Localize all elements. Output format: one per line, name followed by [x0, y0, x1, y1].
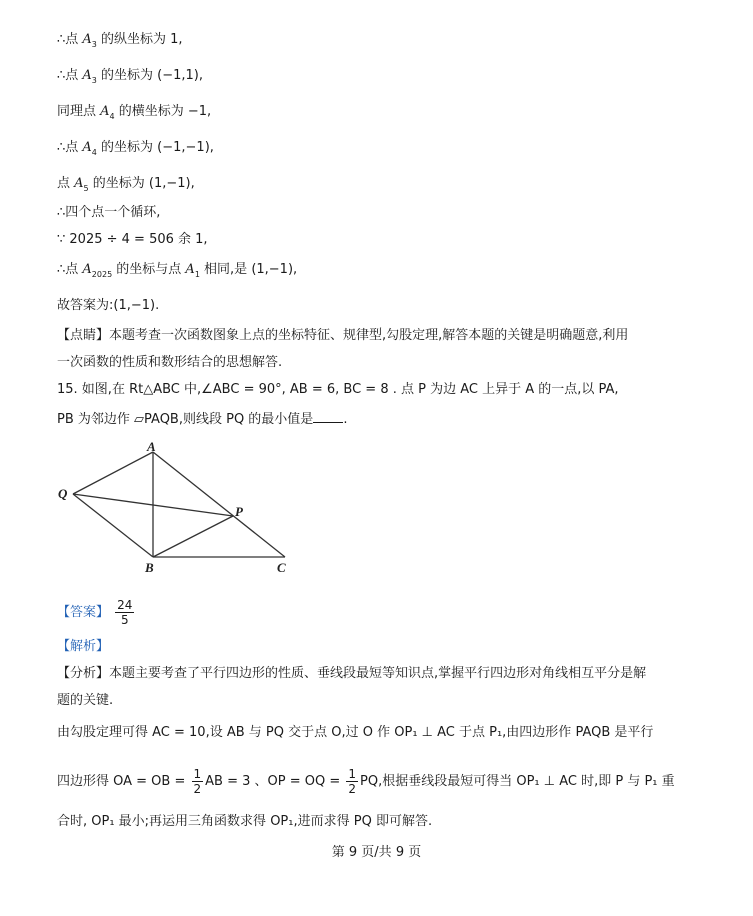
solution-line-1	[57, 30, 183, 51]
text: ∴点	[57, 68, 83, 83]
subscript: 3	[91, 40, 97, 49]
half-fraction	[346, 767, 358, 796]
subscript: 5	[83, 184, 89, 193]
solution-line-5	[57, 174, 195, 195]
text: ∴点	[57, 140, 83, 155]
solution-line-4	[57, 138, 214, 159]
page-footer: 第 9 页/共 9 页	[331, 845, 422, 860]
segment-bp	[153, 516, 233, 557]
fraction-denominator: 5	[120, 613, 129, 627]
fraction-numerator: 24	[117, 598, 133, 612]
coordinate: (−1,−1)	[157, 140, 210, 155]
point-label: A	[82, 68, 92, 83]
text: .	[343, 412, 348, 427]
text: 故答案为:	[57, 298, 114, 313]
segment-qa	[73, 452, 153, 494]
solution-line-7: ∵ 2025 ÷ 4 = 506 余 1,	[57, 232, 208, 247]
point-label: A	[100, 104, 110, 119]
text: 四边形得 OA = OB =	[57, 774, 190, 789]
label-p: P	[235, 504, 243, 519]
subscript: 3	[91, 76, 97, 85]
answer-label: 【答案】	[57, 605, 110, 620]
analysis-fx-line-1: 【分析】本题主要考查了平行四边形的性质、垂线段最短等知识点,掌握平行四边形对角线相互平分是解	[57, 666, 647, 681]
segment-ac	[153, 452, 285, 557]
analysis-step-2	[57, 767, 675, 796]
text: .	[155, 298, 160, 313]
coordinate: (1,−1)	[148, 176, 191, 191]
fraction-numerator: 1	[348, 767, 357, 781]
text: 的横坐标为 −1,	[114, 104, 212, 119]
solution-line-6: ∴四个点一个循环,	[57, 205, 161, 220]
half-fraction	[192, 767, 204, 796]
subscript: 1	[194, 270, 200, 279]
problem-15-line-2	[57, 410, 347, 430]
text: 的坐标为	[96, 68, 158, 83]
coordinate: (−1,1)	[157, 68, 199, 83]
text: PQ,根据垂线段最短可得当 OP₁ ⊥ AC 时,即 P 与 P₁ 重	[360, 774, 675, 789]
comment-line-2: 一次函数的性质和数形结合的思想解答.	[57, 355, 283, 370]
problem-15-line-1: 15. 如图,在 Rt△ABC 中,∠ABC = 90°, AB = 6, BC = 8 . 点 P 为边 AC 上异于 A 的一点,以 PA,	[57, 382, 619, 397]
label-a: A	[147, 440, 156, 454]
analysis-step-3: 合时, OP₁ 最小;再运用三角函数求得 OP₁,进而求得 PQ 即可解答.	[57, 814, 433, 829]
comment-line-1: 【点睛】本题考查一次函数图象上点的坐标特征、规律型,勾股定理,解答本题的关键是明确题意,利用	[57, 328, 629, 343]
label-c: C	[277, 560, 286, 575]
answer-blank	[313, 410, 343, 423]
point-label: A	[74, 176, 84, 191]
subscript: 2025	[91, 270, 113, 279]
text: ,	[209, 140, 214, 155]
solution-line-3	[57, 102, 211, 123]
coordinate: (1,−1)	[113, 298, 156, 313]
point-label: A	[185, 262, 195, 277]
fraction-denominator: 2	[193, 782, 202, 796]
analysis-label: 【解析】	[57, 639, 110, 654]
solution-line-8	[57, 260, 297, 281]
text: ∴点	[57, 262, 83, 277]
solution-line-9	[57, 296, 159, 316]
point-label: A	[82, 32, 92, 47]
text: 的坐标与点	[112, 262, 186, 277]
text: 相同,是	[199, 262, 252, 277]
text: PB 为邻边作 ▱PAQB,则线段 PQ 的最小值是	[57, 412, 314, 427]
solution-line-2	[57, 66, 203, 87]
text: AB = 3 、OP = OQ =	[205, 774, 345, 789]
label-q: Q	[58, 486, 68, 501]
text: 的坐标为	[88, 176, 149, 191]
text: 同理点	[57, 104, 101, 119]
point-label: A	[82, 140, 92, 155]
text: ,	[190, 176, 195, 191]
text: 的纵坐标为 1,	[96, 32, 183, 47]
label-b: B	[145, 560, 154, 575]
text: 点	[57, 176, 75, 191]
coordinate: (1,−1)	[251, 262, 294, 277]
answer-line	[57, 598, 136, 627]
text: ,	[293, 262, 298, 277]
point-label: A	[82, 262, 92, 277]
fraction-denominator: 2	[348, 782, 357, 796]
text: ,	[198, 68, 204, 83]
fraction-numerator: 1	[193, 767, 202, 781]
analysis-fx-line-2: 题的关键.	[57, 693, 114, 708]
subscript: 4	[109, 112, 115, 121]
answer-fraction	[115, 598, 134, 627]
text: ∴点	[57, 32, 83, 47]
subscript: 4	[91, 148, 97, 157]
text: 的坐标为	[96, 140, 158, 155]
geometry-figure	[55, 440, 300, 575]
analysis-step-1: 由勾股定理可得 AC = 10,设 AB 与 PQ 交于点 O,过 O 作 OP₁ ⊥ AC 于点 P₁,由四边形作 PAQB 是平行	[57, 725, 654, 740]
